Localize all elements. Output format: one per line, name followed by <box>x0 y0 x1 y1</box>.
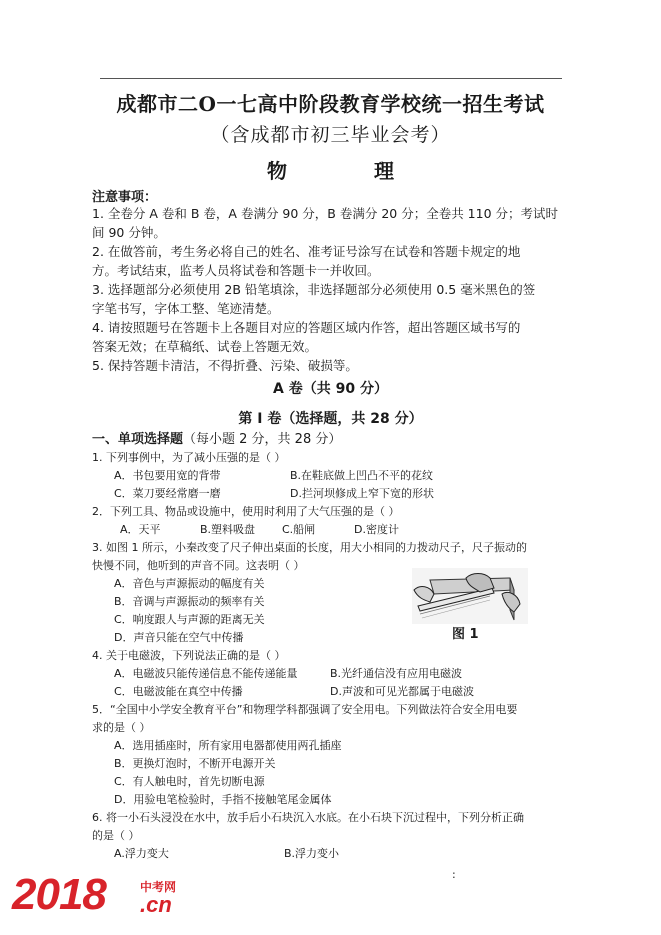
note-line: 3. 选择题部分必须使用 2B 铅笔填涂，非选择题部分必须使用 0.5 毫米黑色的签 <box>92 282 536 297</box>
q5-stem-line1: 5．“全国中小学安全教育平台”和物理学科都强调了安全用电。下列做法符合安全用电要 <box>92 703 518 716</box>
q3-stem-line1: 3. 如图 1 所示，小秦改变了尺子伸出桌面的长度，用大小相同的力拨动尺子，尺子振动的 <box>92 541 527 554</box>
exam-subtitle: （含成都市初三毕业会考） <box>210 124 451 146</box>
stray-colon: : <box>452 868 456 881</box>
site-logo <box>12 866 212 926</box>
q1-option-d: D.拦河坝修成上窄下宽的形状 <box>290 487 434 500</box>
q6-stem-line2: 的是（ ） <box>92 829 140 842</box>
question-group-score: （每小题 2 分，共 28 分） <box>183 432 342 447</box>
logo-domain: .cn <box>140 892 172 917</box>
subject-title: 物 理 <box>267 159 434 183</box>
note-line: 答案无效；在草稿纸、试卷上答题无效。 <box>92 339 318 354</box>
q4-option-b: B.光纤通信没有应用电磁波 <box>330 667 463 680</box>
q3-option-b: B．音调与声源振动的频率有关 <box>114 595 265 608</box>
q1-option-c: C．菜刀要经常磨一磨 <box>114 487 221 500</box>
q3-option-a: A．音色与声源振动的幅度有关 <box>114 577 265 590</box>
q1-option-a: A．书包要用宽的背带 <box>114 469 221 482</box>
q3-option-c: C．响度跟人与声源的距离无关 <box>114 613 265 626</box>
note-line: 2. 在做答前，考生务必将自己的姓名、准考证号涂写在试卷和答题卡规定的地 <box>92 244 521 259</box>
note-line: 4. 请按照题号在答题卡上各题目对应的答题区域内作答，超出答题区域书写的 <box>92 320 521 335</box>
q5-option-a: A．选用插座时，所有家用电器都使用两孔插座 <box>114 739 342 752</box>
q2-option-d: D.密度计 <box>354 523 399 536</box>
question-group-title: 一、单项选择题 <box>92 432 184 447</box>
q5-option-b: B．更换灯泡时，不断开电源开关 <box>114 757 276 770</box>
section-a-heading: A 卷（共 90 分） <box>273 381 388 397</box>
note-line: 间 90 分钟。 <box>92 225 166 240</box>
q6-stem-line1: 6. 将一小石头浸没在水中，放手后小石块沉入水底。在小石块下沉过程中，下列分析正确 <box>92 811 524 824</box>
q1-option-b: B.在鞋底做上凹凸不平的花纹 <box>290 469 434 482</box>
note-line: 方。考试结束，监考人员将试卷和答题卡一并收回。 <box>92 263 380 278</box>
q2-option-a: A．天平 <box>120 523 161 536</box>
q5-stem-line2: 求的是（ ） <box>92 721 151 734</box>
q6-option-b: B.浮力变小 <box>284 847 340 860</box>
note-line: 1. 全卷分 A 卷和 B 卷，A 卷满分 90 分，B 卷满分 20 分；全卷共 110 分；考试时 <box>92 206 559 221</box>
logo-site-name: 中考网 <box>140 880 177 894</box>
q2-option-b: B.塑料吸盘 <box>200 523 256 536</box>
q3-stem-line2: 快慢不同，他听到的声音不同。这表明（ ） <box>92 559 305 572</box>
exam-title: 成都市二O一七高中阶段教育学校统一招生考试 <box>116 92 545 116</box>
notes-heading: 注意事项： <box>92 190 158 205</box>
q3-option-d: D．声音只能在空气中传播 <box>114 631 244 644</box>
q2-stem: 2．下列工具、物品或设施中，使用时利用了大气压强的是（ ） <box>92 505 400 518</box>
note-line: 字笔书写，字体工整、笔迹清楚。 <box>92 301 280 316</box>
logo-year: 2018 <box>12 870 106 919</box>
q1-stem: 1. 下列事例中，为了减小压强的是（ ） <box>92 451 286 464</box>
q5-option-d: D．用验电笔检验时，手指不接触笔尾金属体 <box>114 793 332 806</box>
note-line: 5. 保持答题卡清洁，不得折叠、污染、破损等。 <box>92 358 358 373</box>
part-1-heading: 第 I 卷（选择题，共 28 分） <box>238 411 423 427</box>
q6-option-a: A.浮力变大 <box>114 847 169 860</box>
q5-option-c: C．有人触电时，首先切断电源 <box>114 775 265 788</box>
figure-1-label: 图 1 <box>452 627 479 642</box>
q4-option-d: D.声波和可见光都属于电磁波 <box>330 685 474 698</box>
q2-option-c: C.船闸 <box>282 523 316 536</box>
q4-option-a: A．电磁波只能传递信息不能传递能量 <box>114 667 298 680</box>
question-group-heading <box>92 430 341 449</box>
q4-stem: 4. 关于电磁波，下列说法正确的是（ ） <box>92 649 286 662</box>
header-rule <box>100 78 562 79</box>
q4-option-c: C．电磁波能在真空中传播 <box>114 685 243 698</box>
